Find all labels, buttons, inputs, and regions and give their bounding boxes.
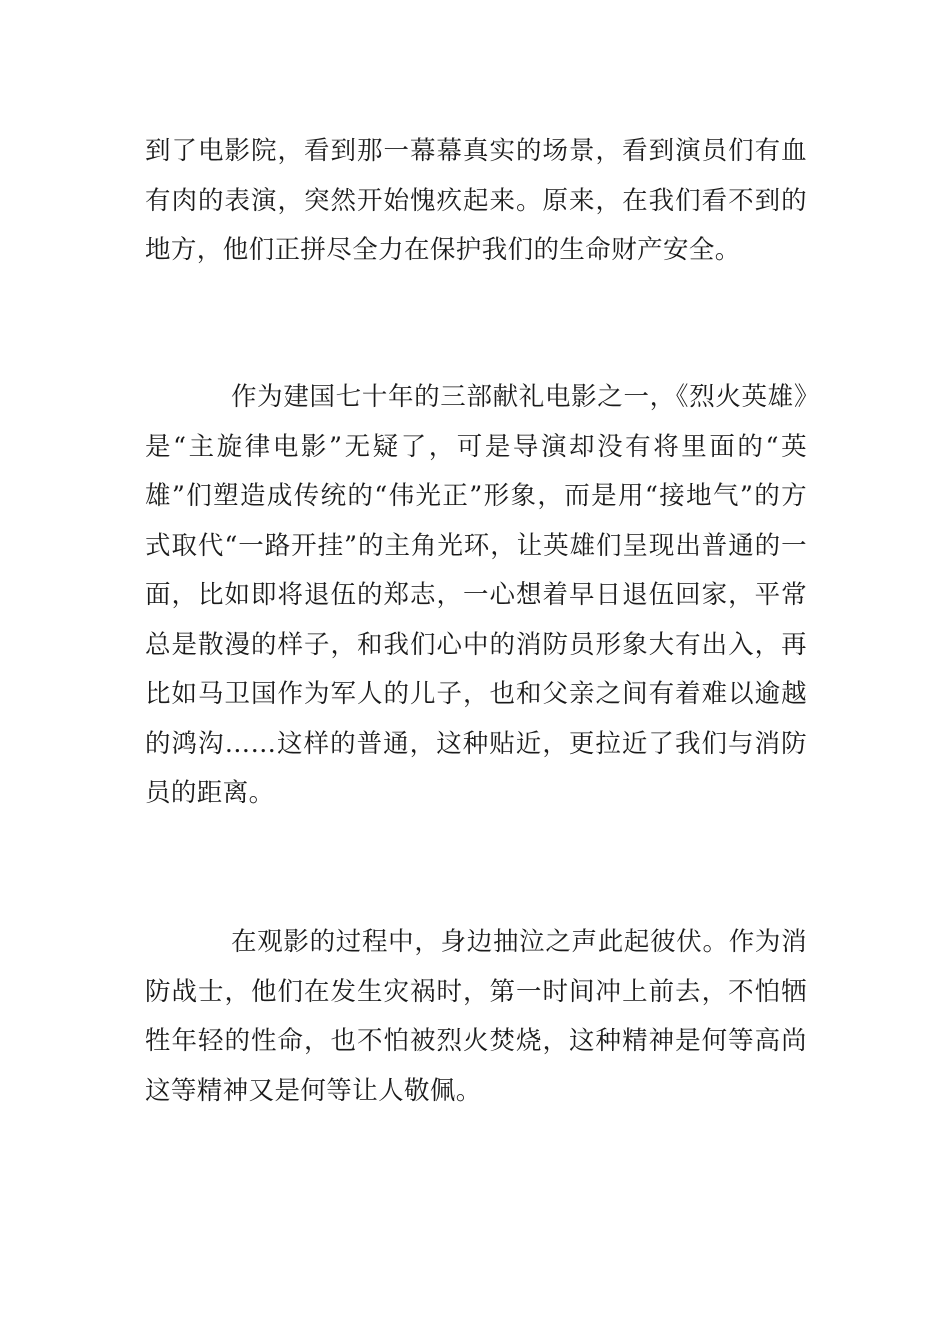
paragraph-2: 作为建国七十年的三部献礼电影之一，《烈火英雄》是“主旋律电影”无疑了，可是导演却没有将里面的“英雄”们塑造成传统的“伟光正”形象，而是用“接地气”的方式取代“一路开挂”的主角光环，让英雄们呈现出普通的一面，比如即将退伍的郑志，一心想着早日退伍回家，平常总是散漫的样子，和我们心中的消防员形象大有出入，再比如马卫国作为军人的儿子，也和父亲之间有着难以逾越的鸿沟……这样的普通，这种贴近，更拉近了我们与消防员的距离。 [145,382,807,808]
paragraph-1: 到了电影院，看到那一幕幕真实的场景，看到演员们有血有肉的表演，突然开始愧疚起来。原来，在我们看不到的地方，他们正拼尽全力在保护我们的生命财产安全。 [145,136,807,265]
paragraph-3: 在观影的过程中，身边抽泣之声此起彼伏。作为消防战士，他们在发生灾祸时，第一时间冲上前去，不怕牺牲年轻的性命，也不怕被烈火焚烧，这种精神是何等高尚这等精神又是何等让人敬佩。 [145,927,807,1106]
